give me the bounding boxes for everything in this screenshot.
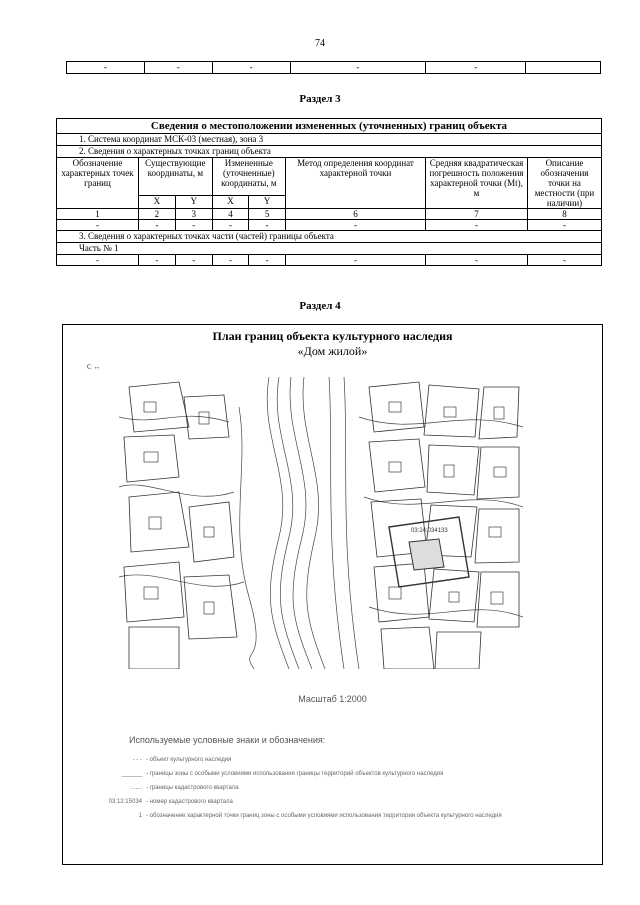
map-label: 03:24:034133: [411, 528, 448, 534]
plan-subtitle: «Дом жилой»: [297, 344, 368, 358]
header-point-designation: Обозначение характерных точек границ: [57, 158, 139, 209]
legend-symbol: ______: [121, 771, 142, 777]
table-cell: -: [426, 255, 528, 266]
legend-symbol: 03:12:15034: [108, 799, 142, 805]
legend-text: - номер кадастрового квартала: [146, 799, 233, 805]
column-number: 3: [175, 209, 212, 220]
table-cell: -: [212, 220, 249, 231]
header-error: Средняя квадратическая погрешность положения характерной точки (Mt), м: [426, 158, 528, 209]
table-row: [57, 209, 602, 220]
table-cell: -: [139, 255, 176, 266]
north-label: С: [87, 363, 92, 371]
table-cell: [526, 62, 601, 74]
section-3-table: [56, 118, 602, 266]
legend-item: [108, 757, 231, 763]
table-row: [57, 220, 602, 231]
section-4-title: Раздел 4: [299, 300, 341, 312]
legend-item: [108, 813, 568, 819]
column-number: 6: [286, 209, 426, 220]
header-changed-coords: Измененные (уточненные) координаты, м: [212, 158, 285, 196]
legend-symbol: .......: [130, 785, 142, 791]
table-cell: -: [57, 220, 139, 231]
legend-text: - объект культурного наследия: [146, 757, 232, 763]
table-cell: -: [212, 255, 249, 266]
table-title: Сведения о местоположении измененных (уточненных) границ объекта: [57, 119, 602, 134]
column-number: 2: [139, 209, 176, 220]
table-cell: -: [175, 220, 212, 231]
table-row: [57, 255, 602, 266]
part-points-row: 3. Сведения о характерных точках части (частей) границы объекта: [57, 231, 602, 243]
north-arrow-icon: С ↔: [87, 363, 101, 371]
table-cell: -: [528, 220, 602, 231]
table-cell: -: [426, 62, 526, 74]
table-cell: -: [426, 220, 528, 231]
table-cell: -: [212, 62, 290, 74]
header-existing-coords: Существующие координаты, м: [139, 158, 213, 196]
header-x: X: [212, 195, 249, 208]
legend-item: [108, 785, 239, 791]
legend-symbol: - - -: [132, 757, 142, 763]
table-cell: -: [249, 255, 286, 266]
page-number: 74: [315, 38, 325, 49]
coordinate-system-row: 1. Система координат МСК-03 (местная), зона 3: [57, 134, 602, 146]
legend-text: - границы зоны с особыми условиями использования границы территорий объектов культурного наследия: [146, 771, 444, 777]
part-label-row: Часть № 1: [57, 243, 602, 255]
column-number: 8: [528, 209, 602, 220]
legend-symbol: 1: [138, 813, 142, 819]
table-cell: -: [290, 62, 426, 74]
cadastral-map: [119, 377, 523, 669]
table-cell: -: [67, 62, 145, 74]
table-cell: -: [144, 62, 212, 74]
header-x: X: [139, 195, 176, 208]
header-y: Y: [175, 195, 212, 208]
table-cell: -: [139, 220, 176, 231]
section-3-title: Раздел 3: [299, 93, 341, 105]
legend-item: [108, 771, 443, 777]
header-y: Y: [249, 195, 286, 208]
legend-item: [108, 799, 233, 805]
column-number: 7: [426, 209, 528, 220]
header-description: Описание обозначения точки на местности (при наличии): [528, 158, 602, 209]
map-scale: Масштаб 1:2000: [298, 694, 367, 704]
previous-table-end: [66, 61, 601, 74]
table-cell: -: [286, 220, 426, 231]
header-method: Метод определения координат характерной точки: [286, 158, 426, 209]
table-cell: -: [175, 255, 212, 266]
boundary-plan: [62, 324, 603, 865]
column-number: 1: [57, 209, 139, 220]
column-number: 5: [249, 209, 286, 220]
points-info-row: 2. Сведения о характерных точках границ объекта: [57, 146, 602, 158]
column-number: 4: [212, 209, 249, 220]
legend-text: - обозначение характерной точки границ зоны с особыми условиями использования территории объекта культурного наследия: [146, 813, 502, 819]
legend-title: Используемые условные знаки и обозначения:: [129, 735, 326, 745]
table-row: [67, 62, 601, 74]
table-cell: -: [286, 255, 426, 266]
table-cell: -: [528, 255, 602, 266]
legend-text: - границы кадастрового квартала: [146, 785, 239, 791]
table-cell: -: [57, 255, 139, 266]
table-cell: -: [249, 220, 286, 231]
plan-title: План границ объекта культурного наследия: [212, 329, 453, 343]
